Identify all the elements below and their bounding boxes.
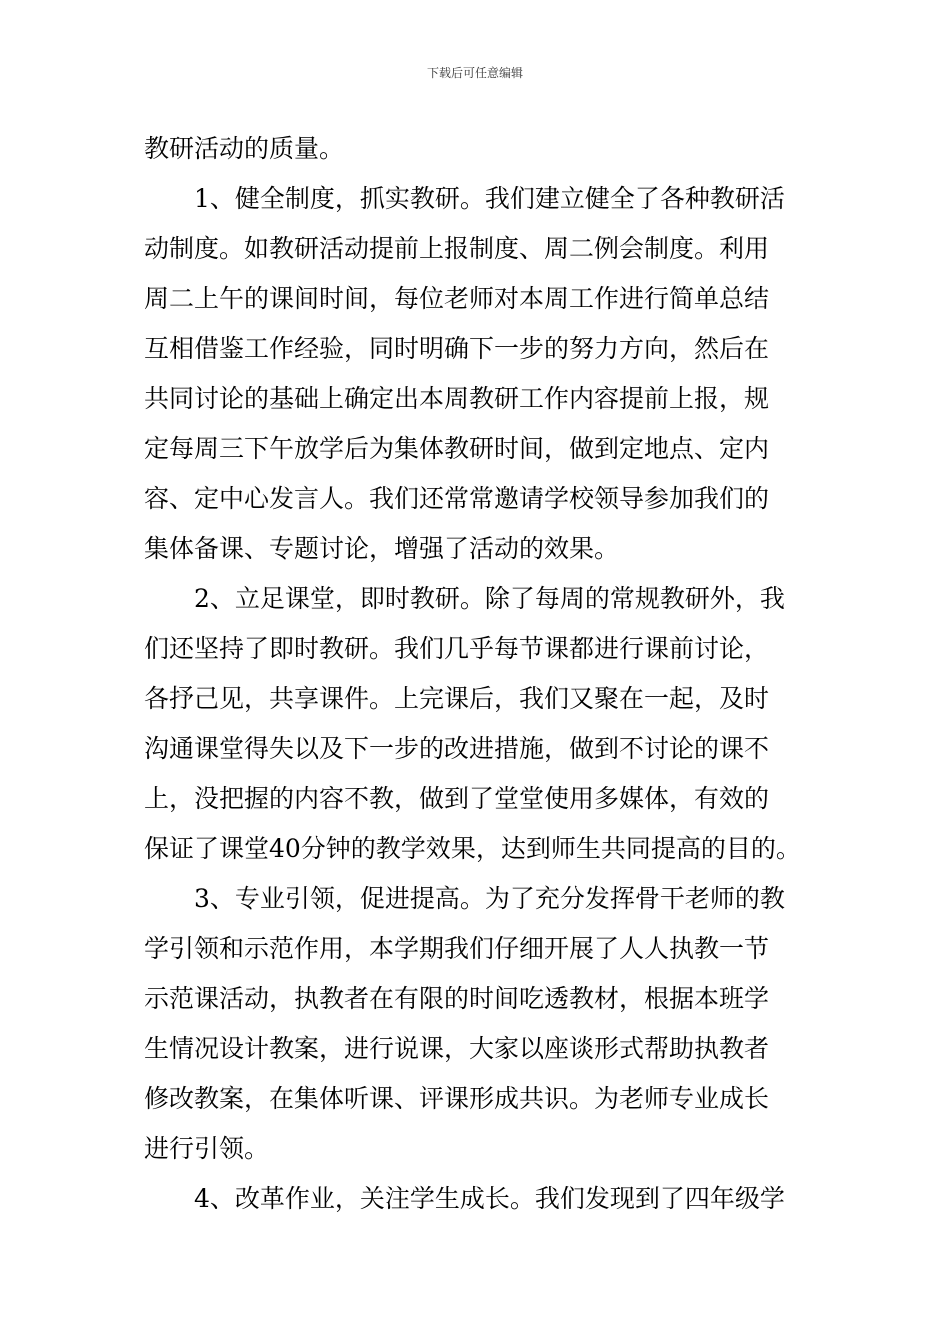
text-line: 集体备课、专题讨论，增强了活动的效果。 [144,534,620,563]
text-line: 进行引领。 [144,1134,270,1163]
text-line: 定每周三下午放学后为集体教研时间，做到定地点、定内 [144,434,770,463]
text-line: 4、改革作业，关注学生成长。我们发现到了四年级学 [194,1184,785,1213]
text-line: 3、专业引领，促进提高。为了充分发挥骨干老师的教 [194,884,785,913]
text-line: 周二上午的课间时间，每位老师对本周工作进行简单总结 [144,284,770,313]
text-line: 2、立足课堂，即时教研。除了每周的常规教研外，我 [194,584,785,613]
text-line: 生情况设计教案，进行说课，大家以座谈形式帮助执教者 [144,1034,770,1063]
text-line: 共同讨论的基础上确定出本周教研工作内容提前上报，规 [144,384,770,413]
text-line: 动制度。如教研活动提前上报制度、周二例会制度。利用 [144,234,770,263]
text-line: 上，没把握的内容不教，做到了堂堂使用多媒体，有效的 [144,784,770,813]
text-line: 各抒己见，共享课件。上完课后，我们又聚在一起，及时 [144,684,770,713]
text-line: 们还坚持了即时教研。我们几乎每节课都进行课前讨论， [144,634,770,663]
text-line: 保证了课堂40分钟的教学效果，达到师生共同提高的目的。 [144,834,801,863]
text-line: 容、定中心发言人。我们还常常邀请学校领导参加我们的 [144,484,770,513]
page-header: 下载后可任意编辑 [426,66,523,80]
text-line: 教研活动的质量。 [144,134,345,163]
text-line: 互相借鉴工作经验，同时明确下一步的努力方向，然后在 [144,334,770,363]
text-line: 修改教案，在集体听课、评课形成共识。为老师专业成长 [144,1084,770,1113]
text-line: 学引领和示范作用，本学期我们仔细开展了人人执教一节 [144,934,770,963]
text-line: 1、健全制度，抓实教研。我们建立健全了各种教研活 [194,184,785,213]
document-body [144,124,808,1224]
text-line: 示范课活动，执教者在有限的时间吃透教材，根据本班学 [144,984,770,1013]
text-line: 沟通课堂得失以及下一步的改进措施，做到不讨论的课不 [144,734,770,763]
